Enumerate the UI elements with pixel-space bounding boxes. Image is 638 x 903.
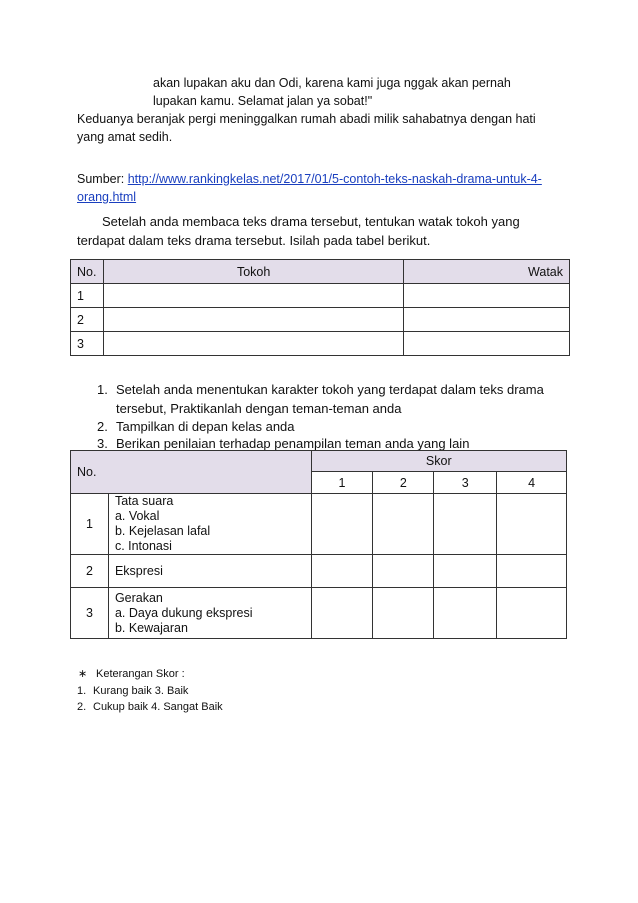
step-1-number: 1. xyxy=(97,382,108,397)
header-watak: Watak xyxy=(404,260,570,284)
aspect-cell xyxy=(108,588,311,639)
character-table xyxy=(70,259,570,356)
row-number: 1 xyxy=(71,494,109,555)
step-3-line-1: Berikan penilaian terhadap penampilan teman anda yang lain xyxy=(116,436,470,451)
quote-line-2: lupakan kamu. Selamat jalan ya sobat!" xyxy=(153,94,373,108)
aspect-cell xyxy=(108,555,311,588)
watak-cell[interactable] xyxy=(404,332,570,356)
aspect-line: b. Kejelasan lafal xyxy=(114,524,211,538)
header-no: No. xyxy=(71,451,312,494)
score-table xyxy=(70,450,567,639)
aspect-line: b. Kewajaran xyxy=(114,620,188,635)
aspect-line: a. Vokal xyxy=(114,509,160,523)
tokoh-cell[interactable] xyxy=(103,332,403,356)
aspect-line: c. Intonasi xyxy=(114,539,172,553)
header-no: No. xyxy=(71,260,104,284)
step-3-number: 3. xyxy=(97,436,108,451)
score-cell[interactable] xyxy=(497,588,567,639)
quote-line-1: akan lupakan aku dan Odi, karena kami juga nggak akan pernah xyxy=(153,76,511,90)
aspect-cell xyxy=(108,494,311,555)
aspect-line: Tata suara xyxy=(114,494,174,508)
narration-line-1: Keduanya beranjak pergi meninggalkan rumah abadi milik sahabatnya dengan hati xyxy=(77,112,536,126)
source-line-2 xyxy=(77,189,136,205)
legend-line-2: Cukup baik 4. Sangat Baik xyxy=(93,701,223,713)
watak-cell[interactable] xyxy=(404,284,570,308)
source-link[interactable]: http://www.rankingkelas.net/2017/01/5-contoh-teks-naskah-drama-untuk-4- xyxy=(127,172,542,186)
header-tokoh: Tokoh xyxy=(103,260,403,284)
step-1-line-1: Setelah anda menentukan karakter tokoh yang terdapat dalam teks drama xyxy=(116,382,544,397)
score-cell[interactable] xyxy=(497,494,567,555)
score-cell[interactable] xyxy=(434,588,497,639)
table-row xyxy=(71,588,567,639)
legend-title: Keterangan Skor : xyxy=(96,668,185,680)
row-number: 3 xyxy=(71,332,104,356)
score-cell[interactable] xyxy=(434,555,497,588)
narration-line-2: yang amat sedih. xyxy=(77,130,173,144)
instruction-line-1: Setelah anda membaca teks drama tersebut, tentukan watak tokoh yang xyxy=(102,214,520,229)
table-row xyxy=(71,308,570,332)
score-cell[interactable] xyxy=(311,555,373,588)
source-label: Sumber: xyxy=(77,172,125,186)
score-column-1: 1 xyxy=(311,472,373,494)
row-number: 1 xyxy=(71,284,104,308)
score-cell[interactable] xyxy=(311,494,373,555)
score-cell[interactable] xyxy=(311,588,373,639)
source-link-cont[interactable]: orang.html xyxy=(77,190,137,204)
legend-line-1: Kurang baik 3. Baik xyxy=(93,685,189,697)
tokoh-cell[interactable] xyxy=(103,308,403,332)
legend-line-1-number: 1. xyxy=(77,685,87,697)
score-cell[interactable] xyxy=(434,494,497,555)
score-cell[interactable] xyxy=(373,555,434,588)
table-row xyxy=(71,555,567,588)
table-row xyxy=(71,494,567,555)
score-table-header xyxy=(71,451,567,472)
step-2-number: 2. xyxy=(97,419,108,434)
row-number: 3 xyxy=(71,588,109,639)
score-cell[interactable] xyxy=(497,555,567,588)
source-line-1 xyxy=(77,171,542,187)
row-number: 2 xyxy=(71,308,104,332)
row-number: 2 xyxy=(71,555,109,588)
tokoh-cell[interactable] xyxy=(103,284,403,308)
table-row xyxy=(71,332,570,356)
legend-line-2-number: 2. xyxy=(77,701,87,713)
score-column-3: 3 xyxy=(434,472,497,494)
step-2-line-1: Tampilkan di depan kelas anda xyxy=(116,419,295,434)
instruction-line-2: terdapat dalam teks drama tersebut. Isilah pada tabel berikut. xyxy=(77,233,431,248)
header-skor: Skor xyxy=(311,451,566,472)
score-column-2: 2 xyxy=(373,472,434,494)
table-row xyxy=(71,284,570,308)
score-column-4: 4 xyxy=(497,472,567,494)
step-1-line-2: tersebut, Praktikanlah dengan teman-teman anda xyxy=(116,401,402,416)
aspect-line: Gerakan xyxy=(114,590,163,605)
score-cell[interactable] xyxy=(373,494,434,555)
legend-bullet-icon: ∗ xyxy=(78,668,88,680)
aspect-line: a. Daya dukung ekspresi xyxy=(114,605,253,620)
aspect-line: Ekspresi xyxy=(114,563,163,578)
character-table-header xyxy=(71,260,570,284)
score-cell[interactable] xyxy=(373,588,434,639)
watak-cell[interactable] xyxy=(404,308,570,332)
